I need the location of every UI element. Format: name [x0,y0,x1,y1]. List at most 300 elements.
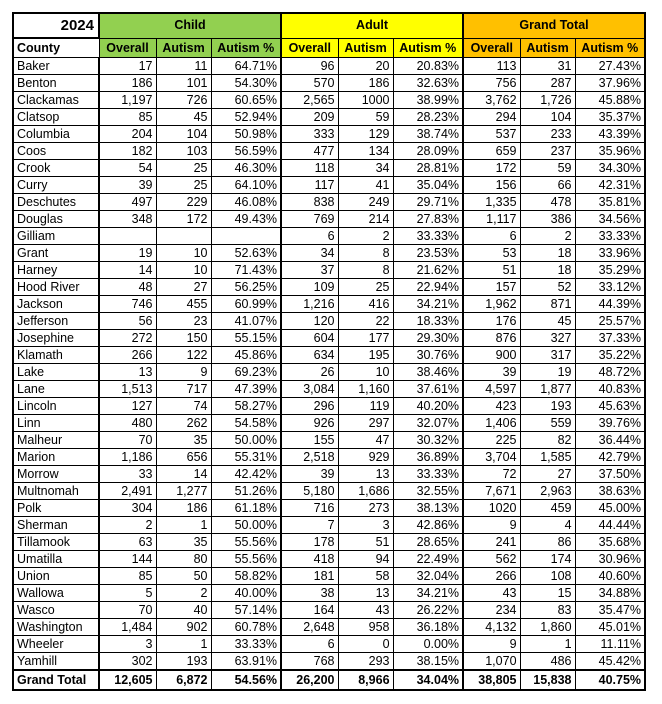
grand-overall-cell: 43 [463,585,520,602]
county-row [13,330,645,347]
child-autism-cell: 6,872 [156,670,211,690]
grand-autism-cell: 317 [520,347,575,364]
adult-autism-cell: 1,686 [338,483,393,500]
grand-autism-pct-cell: 48.72% [575,364,645,381]
grand-autism-pct-cell: 35.37% [575,109,645,126]
adult-autism-cell: 34 [338,160,393,177]
grand-autism-cell: 83 [520,602,575,619]
grand-autism-pct-cell: 45.88% [575,92,645,109]
child-overall-cell: 2,491 [99,483,156,500]
county-row [13,143,645,160]
child-overall-cell: 33 [99,466,156,483]
child-autism-pct-cell [211,228,281,245]
grand-overall-cell: 537 [463,126,520,143]
child-autism-cell: 103 [156,143,211,160]
county-row [13,636,645,653]
adult-autism-pct-cell: 18.33% [393,313,463,330]
grand-autism-cell: 15 [520,585,575,602]
child-autism-pct-cell: 41.07% [211,313,281,330]
adult-overall-cell: 6 [281,228,338,245]
grand-autism-cell: 31 [520,58,575,75]
adult-overall-cell: 37 [281,262,338,279]
adult-autism-pct-cell: 32.04% [393,568,463,585]
grand-autism-cell: 2,963 [520,483,575,500]
grand-overall-cell: 38,805 [463,670,520,690]
child-autism-pct-cell: 55.15% [211,330,281,347]
adult-autism-cell: 1,160 [338,381,393,398]
adult-autism-cell: 3 [338,517,393,534]
county-name: Wheeler [13,636,99,653]
adult-autism-pct-cell: 38.13% [393,500,463,517]
county-name: Polk [13,500,99,517]
adult-overall-header: Overall [281,38,338,58]
grand-overall-cell: 756 [463,75,520,92]
grand-autism-cell: 871 [520,296,575,313]
county-row [13,245,645,262]
grand-autism-pct-cell: 44.44% [575,517,645,534]
adult-autism-pct-cell: 35.04% [393,177,463,194]
county-name: Baker [13,58,99,75]
adult-autism-cell: 1000 [338,92,393,109]
child-autism-pct-cell: 60.78% [211,619,281,636]
adult-autism-pct-cell: 28.81% [393,160,463,177]
county-name: Jefferson [13,313,99,330]
grand-overall-cell: 9 [463,636,520,653]
adult-autism-cell: 273 [338,500,393,517]
grand-autism-cell: 287 [520,75,575,92]
child-autism-pct-cell: 55.31% [211,449,281,466]
grand-autism-cell: 66 [520,177,575,194]
child-autism-cell: 74 [156,398,211,415]
child-autism-pct-cell: 64.71% [211,58,281,75]
grand-autism-pct-cell: 39.76% [575,415,645,432]
grand-overall-cell: 294 [463,109,520,126]
child-autism-pct-cell: 56.25% [211,279,281,296]
child-autism-cell: 14 [156,466,211,483]
adult-overall-cell: 181 [281,568,338,585]
child-autism-pct-cell: 46.30% [211,160,281,177]
county-name: Marion [13,449,99,466]
adult-autism-cell: 0 [338,636,393,653]
grand-overall-cell: 900 [463,347,520,364]
grand-autism-pct-cell: 40.60% [575,568,645,585]
child-overall-cell: 85 [99,568,156,585]
adult-overall-cell: 5,180 [281,483,338,500]
grand-autism-pct-cell: 36.44% [575,432,645,449]
child-autism-pct-cell: 50.00% [211,517,281,534]
adult-overall-cell: 26 [281,364,338,381]
county-name: Clatsop [13,109,99,126]
grand-total-row [13,670,645,690]
adult-autism-cell: 195 [338,347,393,364]
grand-overall-header: Overall [463,38,520,58]
child-overall-cell: 272 [99,330,156,347]
adult-autism-cell: 22 [338,313,393,330]
child-autism-cell: 40 [156,602,211,619]
child-autism-pct-cell: 47.39% [211,381,281,398]
adult-autism-cell: 416 [338,296,393,313]
adult-autism-cell: 2 [338,228,393,245]
child-autism-cell: 10 [156,262,211,279]
child-autism-pct-header: Autism % [211,38,281,58]
grand-autism-cell: 15,838 [520,670,575,690]
autism-by-county-table [12,12,646,691]
grand-autism-cell: 45 [520,313,575,330]
child-autism-cell: 23 [156,313,211,330]
grand-autism-pct-cell: 40.75% [575,670,645,690]
county-row [13,653,645,671]
grand-autism-cell: 2 [520,228,575,245]
grand-autism-pct-cell: 35.96% [575,143,645,160]
county-row [13,313,645,330]
grand-autism-pct-cell: 44.39% [575,296,645,313]
grand-autism-pct-cell: 37.33% [575,330,645,347]
grand-overall-cell: 4,597 [463,381,520,398]
adult-autism-pct-cell: 29.71% [393,194,463,211]
grand-overall-cell: 113 [463,58,520,75]
adult-autism-cell: 43 [338,602,393,619]
group-child-header: Child [99,13,281,38]
grand-overall-cell: 1,117 [463,211,520,228]
grand-autism-cell: 237 [520,143,575,160]
adult-autism-pct-cell: 38.74% [393,126,463,143]
county-row [13,177,645,194]
child-autism-pct-cell: 45.86% [211,347,281,364]
adult-overall-cell: 716 [281,500,338,517]
grand-autism-cell: 19 [520,364,575,381]
county-name: Wallowa [13,585,99,602]
child-overall-cell: 14 [99,262,156,279]
child-autism-pct-cell: 42.42% [211,466,281,483]
child-autism-pct-cell: 54.30% [211,75,281,92]
child-overall-cell: 54 [99,160,156,177]
county-row [13,92,645,109]
adult-overall-cell: 3,084 [281,381,338,398]
adult-autism-cell: 119 [338,398,393,415]
county-name: Gilliam [13,228,99,245]
county-row [13,466,645,483]
adult-autism-pct-cell: 40.20% [393,398,463,415]
county-name: Grant [13,245,99,262]
child-autism-header: Autism [156,38,211,58]
child-autism-cell: 27 [156,279,211,296]
grand-autism-pct-cell: 33.33% [575,228,645,245]
child-overall-cell: 1,197 [99,92,156,109]
grand-overall-cell: 1,070 [463,653,520,671]
grand-overall-cell: 176 [463,313,520,330]
grand-overall-cell: 876 [463,330,520,347]
county-name: Clackamas [13,92,99,109]
grand-overall-cell: 72 [463,466,520,483]
adult-autism-pct-cell: 36.18% [393,619,463,636]
child-overall-cell: 56 [99,313,156,330]
child-autism-pct-cell: 50.00% [211,432,281,449]
county-name: Morrow [13,466,99,483]
child-autism-cell [156,228,211,245]
child-overall-cell: 1,186 [99,449,156,466]
county-row [13,194,645,211]
child-autism-cell: 150 [156,330,211,347]
adult-autism-pct-cell: 26.22% [393,602,463,619]
adult-autism-pct-cell: 38.99% [393,92,463,109]
county-name: Sherman [13,517,99,534]
adult-autism-cell: 929 [338,449,393,466]
child-overall-cell: 19 [99,245,156,262]
grand-autism-cell: 559 [520,415,575,432]
child-autism-pct-cell: 55.56% [211,534,281,551]
child-autism-cell: 172 [156,211,211,228]
grand-overall-cell: 9 [463,517,520,534]
grand-autism-pct-cell: 42.79% [575,449,645,466]
grand-autism-pct-cell: 25.57% [575,313,645,330]
county-row [13,109,645,126]
child-autism-cell: 1 [156,636,211,653]
child-autism-pct-cell: 54.56% [211,670,281,690]
adult-autism-pct-header: Autism % [393,38,463,58]
grand-overall-cell: 423 [463,398,520,415]
grand-overall-cell: 234 [463,602,520,619]
child-overall-cell: 39 [99,177,156,194]
county-name: Deschutes [13,194,99,211]
adult-overall-cell: 926 [281,415,338,432]
grand-overall-cell: 51 [463,262,520,279]
grand-autism-pct-cell: 43.39% [575,126,645,143]
grand-autism-pct-cell: 34.88% [575,585,645,602]
grand-overall-cell: 39 [463,364,520,381]
child-overall-cell: 144 [99,551,156,568]
adult-autism-pct-cell: 27.83% [393,211,463,228]
county-row [13,58,645,75]
adult-overall-cell: 120 [281,313,338,330]
adult-overall-cell: 34 [281,245,338,262]
county-row [13,228,645,245]
adult-autism-pct-cell: 28.65% [393,534,463,551]
county-name: Columbia [13,126,99,143]
child-autism-cell: 11 [156,58,211,75]
adult-autism-pct-cell: 28.09% [393,143,463,160]
grand-autism-cell: 486 [520,653,575,671]
child-autism-cell: 25 [156,160,211,177]
adult-autism-cell: 297 [338,415,393,432]
county-name: Union [13,568,99,585]
adult-autism-pct-cell: 32.07% [393,415,463,432]
adult-overall-cell: 2,518 [281,449,338,466]
child-autism-pct-cell: 61.18% [211,500,281,517]
adult-overall-cell: 209 [281,109,338,126]
grand-autism-pct-cell: 34.30% [575,160,645,177]
grand-overall-cell: 172 [463,160,520,177]
county-name: Lincoln [13,398,99,415]
adult-autism-cell: 58 [338,568,393,585]
grand-overall-cell: 241 [463,534,520,551]
county-row [13,211,645,228]
group-grand-total-header: Grand Total [463,13,645,38]
grand-overall-cell: 1,335 [463,194,520,211]
adult-autism-cell: 186 [338,75,393,92]
adult-overall-cell: 1,216 [281,296,338,313]
adult-overall-cell: 768 [281,653,338,671]
grand-autism-header: Autism [520,38,575,58]
adult-overall-cell: 7 [281,517,338,534]
child-autism-pct-cell: 54.58% [211,415,281,432]
county-name: Yamhill [13,653,99,671]
adult-overall-cell: 769 [281,211,338,228]
county-column-header: County [13,38,99,58]
grand-autism-pct-cell: 37.50% [575,466,645,483]
child-autism-pct-cell: 33.33% [211,636,281,653]
grand-autism-cell: 1,726 [520,92,575,109]
grand-autism-cell: 193 [520,398,575,415]
child-overall-cell: 2 [99,517,156,534]
adult-autism-pct-cell: 29.30% [393,330,463,347]
county-row [13,262,645,279]
grand-overall-cell: 659 [463,143,520,160]
grand-autism-cell: 18 [520,245,575,262]
adult-autism-pct-cell: 37.61% [393,381,463,398]
county-name: Wasco [13,602,99,619]
child-overall-cell: 497 [99,194,156,211]
adult-overall-cell: 96 [281,58,338,75]
child-overall-cell: 480 [99,415,156,432]
child-overall-header: Overall [99,38,156,58]
county-name: Harney [13,262,99,279]
county-name: Josephine [13,330,99,347]
adult-autism-cell: 47 [338,432,393,449]
child-overall-cell: 17 [99,58,156,75]
grand-autism-pct-cell: 35.29% [575,262,645,279]
child-overall-cell: 12,605 [99,670,156,690]
adult-autism-pct-cell: 34.21% [393,296,463,313]
child-autism-pct-cell: 63.91% [211,653,281,671]
child-overall-cell: 746 [99,296,156,313]
child-autism-cell: 25 [156,177,211,194]
grand-overall-cell: 6 [463,228,520,245]
grand-autism-pct-cell: 35.22% [575,347,645,364]
adult-autism-pct-cell: 38.15% [393,653,463,671]
grand-autism-cell: 174 [520,551,575,568]
adult-autism-pct-cell: 32.63% [393,75,463,92]
grand-autism-pct-cell: 34.56% [575,211,645,228]
county-row [13,126,645,143]
adult-autism-pct-cell: 34.04% [393,670,463,690]
grand-autism-pct-header: Autism % [575,38,645,58]
child-autism-cell: 1 [156,517,211,534]
child-overall-cell: 3 [99,636,156,653]
child-autism-pct-cell: 52.94% [211,109,281,126]
county-row [13,415,645,432]
county-name: Coos [13,143,99,160]
adult-overall-cell: 109 [281,279,338,296]
child-overall-cell [99,228,156,245]
adult-autism-pct-cell: 33.33% [393,466,463,483]
child-autism-cell: 104 [156,126,211,143]
adult-overall-cell: 178 [281,534,338,551]
child-autism-cell: 80 [156,551,211,568]
county-name: Benton [13,75,99,92]
grand-overall-cell: 3,762 [463,92,520,109]
child-autism-cell: 656 [156,449,211,466]
county-row [13,602,645,619]
adult-autism-cell: 134 [338,143,393,160]
child-autism-cell: 726 [156,92,211,109]
grand-autism-pct-cell: 40.83% [575,381,645,398]
adult-autism-cell: 8 [338,262,393,279]
child-overall-cell: 204 [99,126,156,143]
group-adult-header: Adult [281,13,463,38]
child-autism-cell: 35 [156,432,211,449]
grand-autism-cell: 4 [520,517,575,534]
grand-autism-pct-cell: 27.43% [575,58,645,75]
child-autism-pct-cell: 40.00% [211,585,281,602]
adult-overall-cell: 118 [281,160,338,177]
child-autism-cell: 45 [156,109,211,126]
grand-overall-cell: 53 [463,245,520,262]
county-name: Linn [13,415,99,432]
child-overall-cell: 186 [99,75,156,92]
child-autism-cell: 9 [156,364,211,381]
county-row [13,296,645,313]
child-autism-cell: 2 [156,585,211,602]
child-autism-pct-cell: 58.27% [211,398,281,415]
grand-autism-cell: 108 [520,568,575,585]
child-overall-cell: 85 [99,109,156,126]
grand-autism-pct-cell: 35.81% [575,194,645,211]
grand-autism-cell: 1 [520,636,575,653]
adult-overall-cell: 634 [281,347,338,364]
adult-autism-cell: 293 [338,653,393,671]
grand-overall-cell: 7,671 [463,483,520,500]
grand-autism-pct-cell: 35.47% [575,602,645,619]
adult-autism-cell: 13 [338,585,393,602]
grand-overall-cell: 1,406 [463,415,520,432]
grand-autism-pct-cell: 45.63% [575,398,645,415]
grand-autism-cell: 104 [520,109,575,126]
county-name: Umatilla [13,551,99,568]
county-row [13,364,645,381]
grand-autism-pct-cell: 33.12% [575,279,645,296]
grand-autism-cell: 1,585 [520,449,575,466]
grand-autism-pct-cell: 35.68% [575,534,645,551]
county-row [13,381,645,398]
adult-overall-cell: 570 [281,75,338,92]
child-overall-cell: 302 [99,653,156,671]
adult-autism-pct-cell: 20.83% [393,58,463,75]
county-row [13,75,645,92]
child-autism-pct-cell: 56.59% [211,143,281,160]
grand-autism-cell: 327 [520,330,575,347]
child-autism-pct-cell: 51.26% [211,483,281,500]
county-name: Washington [13,619,99,636]
adult-overall-cell: 6 [281,636,338,653]
child-autism-pct-cell: 60.65% [211,92,281,109]
adult-overall-cell: 296 [281,398,338,415]
grand-overall-cell: 1,962 [463,296,520,313]
child-overall-cell: 127 [99,398,156,415]
adult-autism-cell: 177 [338,330,393,347]
grand-autism-cell: 18 [520,262,575,279]
grand-autism-cell: 1,860 [520,619,575,636]
adult-autism-pct-cell: 33.33% [393,228,463,245]
child-autism-pct-cell: 46.08% [211,194,281,211]
adult-autism-cell: 13 [338,466,393,483]
child-autism-cell: 186 [156,500,211,517]
child-autism-pct-cell: 49.43% [211,211,281,228]
adult-autism-pct-cell: 22.49% [393,551,463,568]
child-autism-cell: 122 [156,347,211,364]
adult-autism-pct-cell: 21.62% [393,262,463,279]
adult-autism-pct-cell: 32.55% [393,483,463,500]
child-autism-cell: 902 [156,619,211,636]
